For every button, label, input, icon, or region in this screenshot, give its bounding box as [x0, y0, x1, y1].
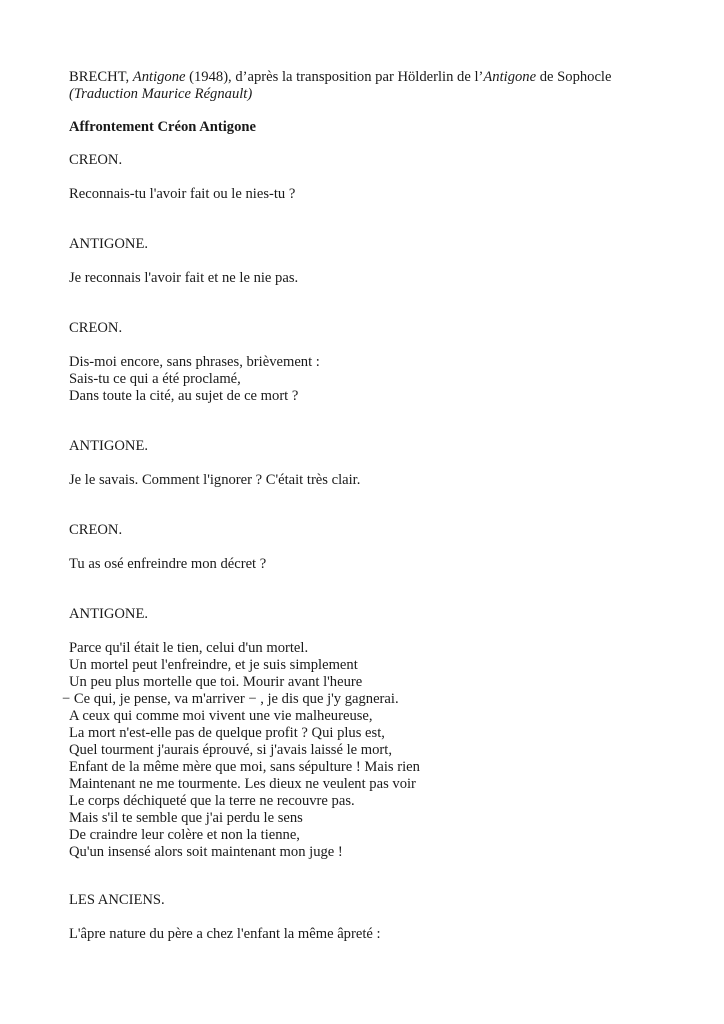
- dialogue-line: Reconnais-tu l'avoir fait ou le nies-tu ?: [69, 186, 296, 202]
- speaker-name: CREON.: [69, 152, 123, 168]
- speaker-name: ANTIGONE.: [69, 236, 149, 252]
- dialogue-line: Sais-tu ce qui a été proclamé,: [69, 371, 241, 387]
- dialogue-line: Enfant de la même mère que moi, sans sépulture ! Mais rien: [69, 759, 420, 775]
- dialogue-line: Parce qu'il était le tien, celui d'un mortel.: [69, 640, 309, 656]
- citation-middle: (1948), d’après la transposition par Hölderlin de l’: [185, 69, 484, 85]
- dialogue-line: Tu as osé enfreindre mon décret ?: [69, 556, 267, 572]
- dialogue-line: Qu'un insensé alors soit maintenant mon juge !: [69, 844, 343, 860]
- dialogue-line: La mort n'est-elle pas de quelque profit ? Qui plus est,: [69, 725, 385, 741]
- speaker-name: LES ANCIENS.: [69, 892, 165, 908]
- dialogue-line: Quel tourment j'aurais éprouvé, si j'avais laissé le mort,: [69, 742, 392, 758]
- dialogue-line: Mais s'il te semble que j'ai perdu le sens: [69, 810, 303, 826]
- source-title: Antigone: [483, 69, 537, 85]
- dialogue-line: Le corps déchiqueté que la terre ne recouvre pas.: [69, 793, 355, 809]
- dialogue-line: Je le savais. Comment l'ignorer ? C'était très clair.: [69, 472, 361, 488]
- dialogue-line: Un mortel peut l'enfreindre, et je suis simplement: [69, 657, 358, 673]
- dialogue-line: Dis-moi encore, sans phrases, brièvement :: [69, 354, 320, 370]
- dialogue-line: De craindre leur colère et non la tienne,: [69, 827, 300, 843]
- speaker-name: ANTIGONE.: [69, 606, 149, 622]
- work-title: Antigone: [132, 69, 186, 85]
- dialogue-line: Maintenant ne me tourmente. Les dieux ne veulent pas voir: [69, 776, 416, 792]
- speaker-name: CREON.: [69, 320, 123, 336]
- header-citation: [69, 69, 611, 86]
- section-title: Affrontement Créon Antigone: [69, 119, 256, 135]
- dialogue-line: − Ce qui, je pense, va m'arriver − , je dis que j'y gagnerai.: [62, 691, 399, 707]
- dialogue-line: Un peu plus mortelle que toi. Mourir avant l'heure: [69, 674, 363, 690]
- speaker-name: CREON.: [69, 522, 123, 538]
- dialogue-line: A ceux qui comme moi vivent une vie malheureuse,: [69, 708, 373, 724]
- dialogue-line: L'âpre nature du père a chez l'enfant la même âpreté :: [69, 926, 381, 942]
- dialogue-line: Dans toute la cité, au sujet de ce mort ?: [69, 388, 299, 404]
- dialogue-line: Je reconnais l'avoir fait et ne le nie pas.: [69, 270, 299, 286]
- translation-credit: (Traduction Maurice Régnault): [69, 86, 253, 102]
- speaker-name: ANTIGONE.: [69, 438, 149, 454]
- author-name: BRECHT,: [69, 69, 133, 85]
- citation-end: de Sophocle: [536, 69, 612, 85]
